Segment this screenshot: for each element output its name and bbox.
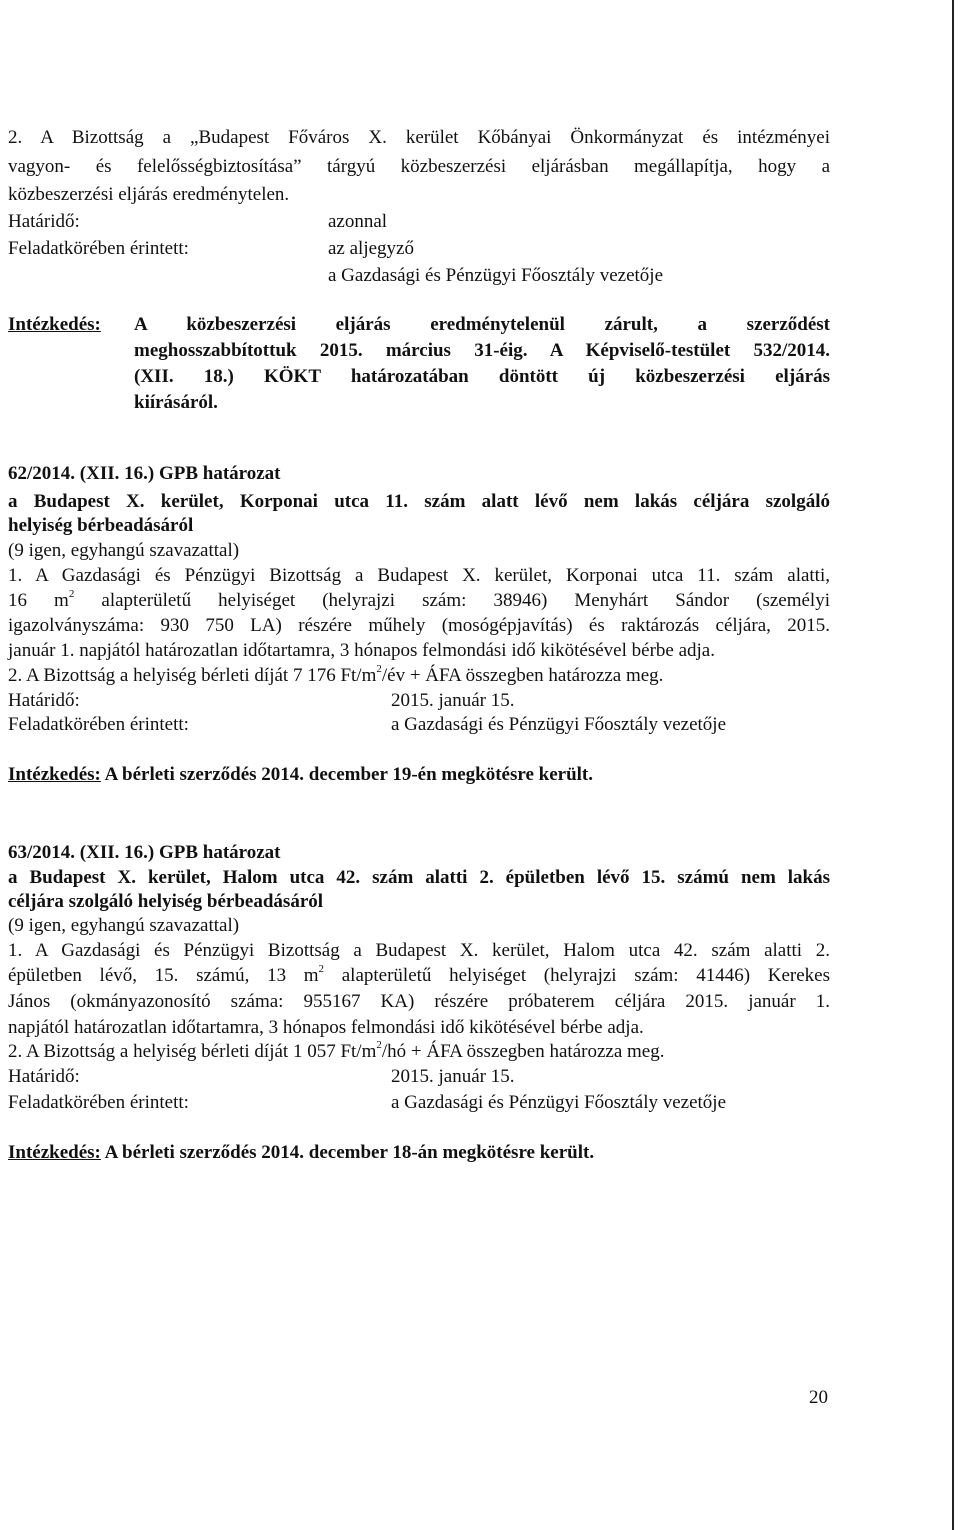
resolution-subject-line2: céljára szolgáló helyiség bérbeadásáról <box>8 891 324 912</box>
resolution-text-line1: 1. A Gazdasági és Pénzügyi Bizottság a Budapest X. kerület, Halom utca 42. szám alatti 2. <box>8 940 830 961</box>
responsible-value: a Gazdasági és Pénzügyi Főosztály vezetője <box>391 1092 727 1113</box>
resolution-subject-line1: a Budapest X. kerület, Korponai utca 11. szám alatt lévő nem lakás céljára szolgáló <box>8 491 830 512</box>
action-label: Intézkedés: <box>8 314 101 335</box>
resolution-text-line5: 2. A Bizottság a helyiség bérleti díját 7 176 $Ft/m^2/év$ + ÁFA összegben határozza meg. <box>8 662 664 686</box>
action-line <box>8 763 593 787</box>
resolution-text-line3: igazolványszáma: 930 750 LA) részére műhely (mosógépjavítás) és raktározás céljára, 2015. <box>8 615 830 636</box>
action-line <box>8 1141 594 1165</box>
resolution-title: 62/2014. (XII. 16.) GPB határozat <box>8 463 281 484</box>
vote-result: (9 igen, egyhangú szavazattal) <box>8 915 240 936</box>
deadline-value: azonnal <box>328 211 388 232</box>
section1-paragraph-line3: közbeszerzési eljárás eredménytelen. <box>8 184 290 205</box>
action-text-line3: (XII. 18.) KÖKT határozatában döntött új közbeszerzési eljárás <box>134 366 830 387</box>
action-text-line4: kiírásáról. <box>134 392 218 413</box>
responsible-value: a Gazdasági és Pénzügyi Főosztály vezetője <box>391 714 727 735</box>
deadline-value: 2015. január 15. <box>391 1066 515 1087</box>
resolution-text-line4: január 1. napjától határozatlan időtartamra, 3 hónapos felmondási idő kikötésével bérbe adja. <box>8 640 715 661</box>
responsible-label: Feladatkörében érintett: <box>8 714 189 735</box>
deadline-label: Határidő: <box>8 690 80 711</box>
resolution-text-line5: 2. A Bizottság a helyiség bérleti díját 1 057 $Ft/m^2/hó$ + ÁFA összegben határozza meg. <box>8 1038 665 1062</box>
responsible-value: a Gazdasági és Pénzügyi Főosztály vezetője <box>328 265 664 286</box>
responsible-label: Feladatkörében érintett: <box>8 1092 189 1113</box>
responsible-label: Feladatkörében érintett: <box>8 238 189 259</box>
resolution-subject-line2: helyiség bérbeadásáról <box>8 515 194 536</box>
deadline-label: Határidő: <box>8 211 80 232</box>
deadline-label: Határidő: <box>8 1066 80 1087</box>
action-label: Intézkedés: <box>8 764 101 785</box>
resolution-title: 63/2014. (XII. 16.) GPB határozat <box>8 842 281 863</box>
section1-paragraph-line2: vagyon- és felelősségbiztosítása” tárgyú közbeszerzési eljárásban megállapítja, hogy a <box>8 156 830 177</box>
vote-result: (9 igen, egyhangú szavazattal) <box>8 540 240 561</box>
page-number: 20 <box>809 1387 828 1408</box>
resolution-text-line2: épületben lévő, 15. számú, 13 $m^2$ alapterületű helyiséget (helyrajzi szám: 41446) Kerekes <box>8 962 831 986</box>
action-text-line1: A közbeszerzési eljárás eredménytelenül zárult, a szerződést <box>134 314 830 335</box>
resolution-text-line3: János (okmányazonosító száma: 955167 KA) részére próbaterem céljára 2015. január 1. <box>8 991 830 1012</box>
action-text: A bérleti szerződés 2014. december 18-án megkötésre került. <box>100 1142 595 1163</box>
right-margin-line <box>952 0 954 1530</box>
section1-paragraph-line1: 2. A Bizottság a „Budapest Főváros X. kerület Kőbányai Önkormányzat és intézményei <box>8 127 830 148</box>
resolution-subject-line1: a Budapest X. kerület, Halom utca 42. szám alatti 2. épületben lévő 15. számú nem lakás <box>8 867 830 888</box>
resolution-text-line4: napjától határozatlan időtartamra, 3 hónapos felmondási idő kikötésével bérbe adja. <box>8 1017 644 1038</box>
action-text: A bérleti szerződés 2014. december 19-én megkötésre került. <box>100 764 594 785</box>
resolution-text-line2: 16 $m^2$ alapterületű helyiséget (helyrajzi szám: 38946) Menyhárt Sándor (személyi <box>8 587 830 611</box>
action-label: Intézkedés: <box>8 1142 101 1163</box>
deadline-value: 2015. január 15. <box>391 690 515 711</box>
responsible-value: az aljegyző <box>328 238 414 259</box>
action-text-line2: meghosszabbítottuk 2015. március 31-éig. A Képviselő-testület 532/2014. <box>134 340 830 361</box>
resolution-text-line1: 1. A Gazdasági és Pénzügyi Bizottság a Budapest X. kerület, Korponai utca 11. szám alatti, <box>8 565 830 586</box>
